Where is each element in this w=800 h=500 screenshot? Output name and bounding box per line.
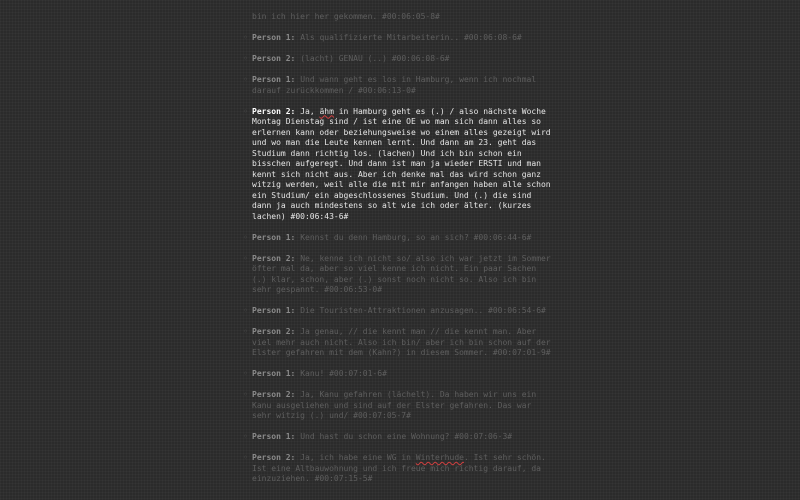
speaker-label: Person 1: (252, 33, 296, 42)
transcript-paragraph[interactable] (243, 327, 552, 359)
transcript-paragraph[interactable] (243, 232, 552, 244)
speaker-label: Person 2: (252, 390, 296, 399)
transcript-paragraph[interactable] (252, 12, 552, 23)
paragraph-text: Kanu! #00:07:01-6# (300, 369, 387, 378)
paragraph-text: Die Touristen-Attraktionen anzusagen.. #00:06:54-6# (300, 306, 546, 315)
paragraph-text-end: in Hamburg geht es (.) / also nächste Woche Montag Dienstag sind / ist eine OE wo man sich dann alles so erlernen kann oder beziehungsweise wo einem alles gezeigt wird und wo man die Leute kennen lernt. Und dann am 23. geht das Studium dann richtig los. (lachen) Und ich bin schon ein bisschen aufgeregt. Und dann ist man ja wieder ERSTI und man kennt sich nicht aus. Aber ich denke mal das wird schon ganz witzig werden, weil alle die mit mir anfangen haben alle schon ein Studium/ ein abgeschlossenes Studium. Und (.) die sind dann ja auch mindestens so alt wie ich oder älter. (kurzes lachen) #00:06:43-6# (252, 106, 551, 221)
paragraph-bullet-icon: ◦ (243, 54, 248, 63)
paragraph-bullet-icon: ◦ (243, 33, 248, 42)
speaker-label: Person 2: (252, 54, 296, 63)
transcript-editor[interactable] (243, 12, 552, 495)
transcript-paragraph[interactable] (243, 33, 552, 44)
transcript-paragraph[interactable] (243, 369, 552, 380)
transcript-paragraph[interactable] (243, 306, 552, 317)
paragraph-text: Ja genau, // die kennt man // die kennt man. Aber viel mehr auch nicht. Also ich bin/ aber ich bin schon auf der Elster gefahren mit dem (Kahn?) in diesem Sommer. #00:07:01-9# (252, 327, 551, 357)
paragraph-text: Und hast du schon eine Wohnung? #00:07:06-3# (300, 432, 513, 441)
misspelled-word[interactable]: ähm (319, 106, 334, 116)
transcript-paragraph[interactable] (243, 453, 552, 485)
paragraph-text-start: Ja, (300, 106, 320, 116)
paragraph-text: Als qualifizierte Mitarbeiterin.. #00:06:08-6# (300, 33, 522, 42)
transcript-paragraph[interactable] (243, 390, 552, 422)
speaker-label: Person 1: (252, 75, 296, 84)
speaker-label: Person 2: (252, 453, 296, 462)
paragraph-bullet-icon: ◦ (243, 369, 248, 378)
paragraph-bullet-icon: ◦ (243, 232, 248, 242)
paragraph-text: (lacht) GENAU (..) #00:06:08-6# (300, 54, 450, 63)
speaker-label: Person 2: (252, 253, 296, 263)
paragraph-text: Und wann geht es los in Hamburg, wenn ich nochmal darauf zurückkommen / #00:06:13-0# (252, 75, 537, 95)
paragraph-text: Kennst du denn Hamburg, so an sich? #00:06:44-6# (300, 232, 532, 242)
transcript-paragraph[interactable] (243, 432, 552, 443)
paragraph-bullet-icon: ◦ (243, 390, 248, 399)
transcript-paragraph[interactable] (243, 54, 552, 65)
paragraph-bullet-icon: ◦ (243, 327, 248, 336)
transcript-paragraph-focused[interactable] (243, 106, 552, 223)
speaker-label: Person 1: (252, 432, 296, 441)
transcript-paragraph[interactable] (243, 75, 552, 96)
transcript-paragraph[interactable] (243, 253, 552, 296)
paragraph-bullet-icon: ◦ (243, 75, 248, 84)
speaker-label: Person 1: (252, 232, 296, 242)
speaker-label: Person 2: (252, 106, 296, 116)
paragraph-text-start: Ja, ich habe eine WG in (300, 453, 416, 462)
paragraph-bullet-icon: ◦ (243, 453, 248, 462)
paragraph-bullet-icon: ◦ (243, 432, 248, 441)
paragraph-text: Ja, Kanu gefahren (lächelt). Da haben wir uns ein Kanu ausgeliehen und sind auf der Elster gefahren. Das war sehr witzig (.) und/ #00:07:05-7# (252, 390, 537, 420)
paragraph-bullet-icon: ◦ (243, 306, 248, 315)
paragraph-text: Ne, kenne ich nicht so/ also ich war jetzt im Sommer öfter mal da, aber so viel kenne ich nicht. Ein paar Sachen (.) klar, schon, aber (.) sonst noch nicht so. Also ich bin sehr gespannt. #00:06:53-0# (252, 253, 551, 294)
paragraph-bullet-icon: ◦ (243, 253, 248, 263)
paragraph-bullet-icon: ◦ (243, 106, 248, 116)
speaker-label: Person 1: (252, 369, 296, 378)
speaker-label: Person 2: (252, 327, 296, 336)
misspelled-word[interactable]: Winterhude (415, 453, 464, 462)
paragraph-text: bin ich hier her gekommen. #00:06:05-8# (252, 12, 440, 21)
paragraph-text-end: . Ist sehr schön. Ist eine Altbauwohnung und ich freue mich richtig darauf, da einzuziehen. #00:07:15-5# (252, 453, 546, 483)
speaker-label: Person 1: (252, 306, 296, 315)
